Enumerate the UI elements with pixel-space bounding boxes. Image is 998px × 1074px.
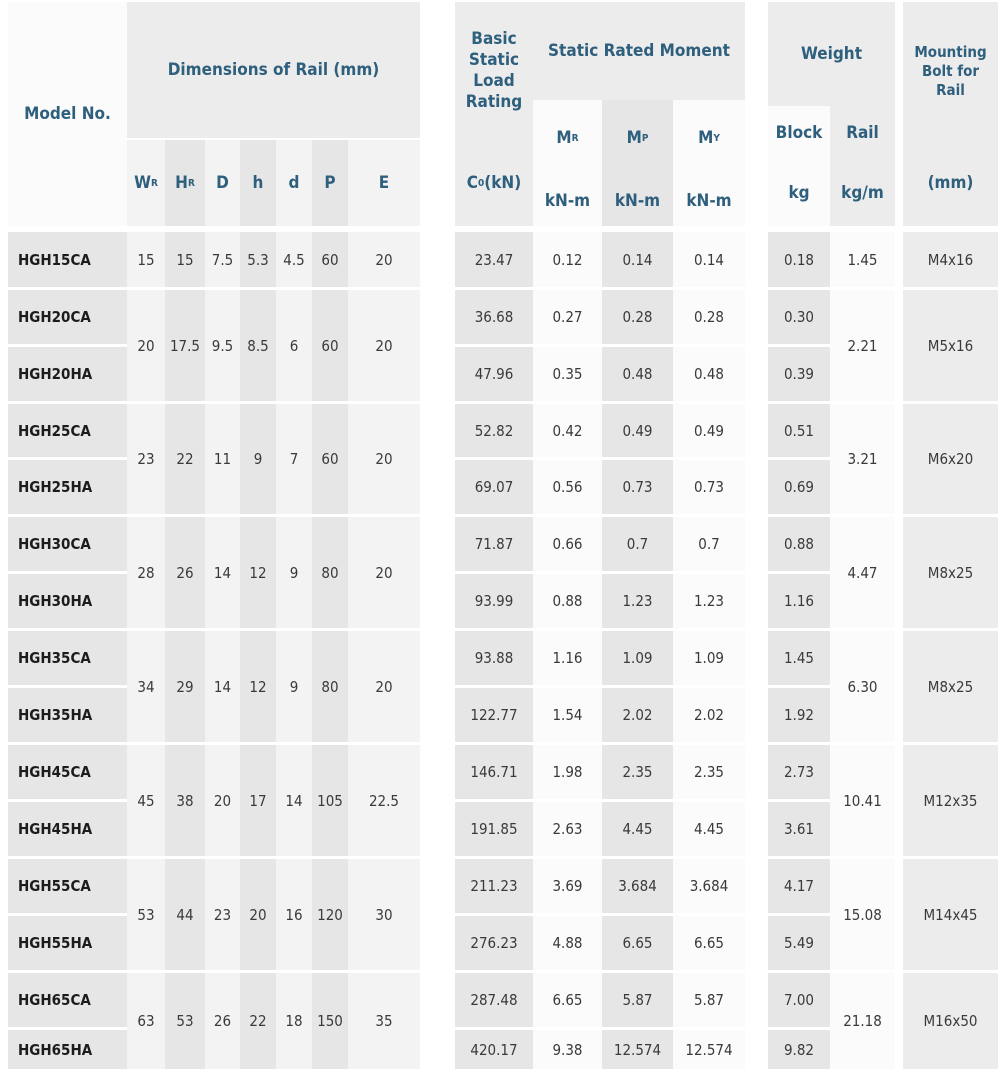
header-bolt-unit: (mm) [903,140,998,226]
dim-value: 12 [240,517,276,628]
header-mounting-bolt [903,2,998,140]
header-line: Bolt for [921,61,980,80]
mr-value: 9.38 [533,1030,602,1069]
dim-value: 4.5 [276,232,312,287]
mp-value: 0.73 [602,460,673,514]
model-no-cell: HGH35HA [8,688,127,742]
dim-value: 20 [127,290,165,401]
model-no-cell: HGH15CA [8,232,127,287]
symbol-subscript: 0 [478,177,485,189]
dim-value: 150 [312,973,348,1069]
symbol-subscript: R [150,177,158,189]
my-value: 1.23 [673,574,745,628]
header-line: Rail [936,80,965,99]
mr-value: 0.42 [533,404,602,457]
mr-value: 1.16 [533,631,602,685]
header-moment-unit-0: kN-m [533,176,602,226]
dim-value: 20 [348,631,420,742]
symbol-text: M [556,127,572,148]
my-value: 0.48 [673,347,745,401]
mp-value: 1.09 [602,631,673,685]
mp-value: 3.684 [602,859,673,913]
c0-value: 52.82 [455,404,533,457]
mp-value: 0.7 [602,517,673,571]
block-weight-value: 1.16 [768,574,830,628]
mr-value: 0.12 [533,232,602,287]
c0-value: 420.17 [455,1030,533,1069]
model-no-cell: HGH25HA [8,460,127,514]
mr-value: 0.66 [533,517,602,571]
block-weight-value: 0.69 [768,460,830,514]
dim-value: 6 [276,290,312,401]
block-weight-value: 0.30 [768,290,830,344]
header-moment-0 [533,100,602,176]
header-dim-1 [165,140,205,226]
dim-value: 60 [312,404,348,514]
c0-value: 23.47 [455,232,533,287]
mp-value: 0.49 [602,404,673,457]
model-no-cell: HGH65CA [8,973,127,1027]
bolt-value: M8x25 [903,631,998,742]
dim-value: 20 [348,517,420,628]
dim-value: 9.5 [205,290,240,401]
model-no-cell: HGH20HA [8,347,127,401]
dim-value: 44 [165,859,205,970]
header-static-rated-moment: Static Rated Moment [533,2,745,100]
c0-unit: (kN) [484,172,522,193]
dim-value: 22 [165,404,205,514]
block-weight-value: 4.17 [768,859,830,913]
dim-value: 9 [240,404,276,514]
symbol-text: H [175,172,188,193]
symbol-text: d [288,172,300,193]
rail-weight-value: 4.47 [830,517,895,628]
header-dimensions-of-rail: Dimensions of Rail (mm) [127,2,420,138]
header-moment-unit-2: kN-m [673,176,745,226]
symbol-text: M [626,127,642,148]
dim-value: 60 [312,232,348,287]
header-moment-unit-1: kN-m [602,176,673,226]
dim-value: 5.3 [240,232,276,287]
my-value: 2.35 [673,745,745,799]
model-no-cell: HGH45CA [8,745,127,799]
rail-weight-value: 2.21 [830,290,895,401]
c0-value: 93.88 [455,631,533,685]
dim-value: 14 [205,517,240,628]
symbol-subscript: P [641,132,649,144]
mp-value: 0.48 [602,347,673,401]
mp-value: 4.45 [602,802,673,856]
my-value: 12.574 [673,1030,745,1069]
dim-value: 16 [276,859,312,970]
mr-value: 0.56 [533,460,602,514]
bolt-value: M4x16 [903,232,998,287]
symbol-text: P [324,172,336,193]
symbol-subscript: R [571,132,579,144]
dim-value: 12 [240,631,276,742]
block-weight-value: 7.00 [768,973,830,1027]
header-block: Block [768,106,830,160]
dim-value: 14 [276,745,312,856]
header-line: Load [473,71,515,91]
dim-value: 60 [312,290,348,401]
header-dim-3 [240,140,276,226]
my-value: 4.45 [673,802,745,856]
my-value: 1.09 [673,631,745,685]
header-weight: Weight [768,2,895,106]
model-no-cell: HGH45HA [8,802,127,856]
header-rail: Rail [830,106,895,160]
block-weight-value: 0.88 [768,517,830,571]
symbol-subscript: Y [713,132,720,144]
header-model-no: Model No. [8,2,127,226]
model-no-cell: HGH55HA [8,916,127,970]
my-value: 2.02 [673,688,745,742]
block-weight-value: 1.92 [768,688,830,742]
symbol-text: E [378,172,390,193]
header-dim-4 [276,140,312,226]
dim-value: 14 [205,631,240,742]
dim-value: 63 [127,973,165,1069]
header-moment-1 [602,100,673,176]
block-weight-value: 9.82 [768,1030,830,1069]
model-no-cell: HGH30HA [8,574,127,628]
mr-value: 2.63 [533,802,602,856]
my-value: 0.28 [673,290,745,344]
c0-value: 211.23 [455,859,533,913]
rail-weight-value: 10.41 [830,745,895,856]
header-line: Static [468,50,520,70]
dim-value: 15 [127,232,165,287]
block-weight-value: 0.39 [768,347,830,401]
mp-value: 2.35 [602,745,673,799]
bolt-value: M8x25 [903,517,998,628]
bolt-value: M16x50 [903,973,998,1069]
symbol-subscript: R [187,177,195,189]
c0-value: 93.99 [455,574,533,628]
dim-value: 20 [240,859,276,970]
my-value: 0.7 [673,517,745,571]
dim-value: 15 [165,232,205,287]
mr-value: 4.88 [533,916,602,970]
block-weight-value: 1.45 [768,631,830,685]
block-weight-value: 0.18 [768,232,830,287]
model-no-cell: HGH65HA [8,1030,127,1069]
dim-value: 30 [348,859,420,970]
rail-weight-value: 6.30 [830,631,895,742]
my-value: 0.49 [673,404,745,457]
mp-value: 5.87 [602,973,673,1027]
mr-value: 3.69 [533,859,602,913]
dim-value: 20 [348,404,420,514]
c0-value: 146.71 [455,745,533,799]
mr-value: 1.54 [533,688,602,742]
mr-value: 1.98 [533,745,602,799]
mr-value: 6.65 [533,973,602,1027]
bolt-value: M5x16 [903,290,998,401]
my-value: 5.87 [673,973,745,1027]
dim-value: 80 [312,517,348,628]
block-weight-value: 3.61 [768,802,830,856]
rail-weight-value: 1.45 [830,232,895,287]
block-weight-value: 0.51 [768,404,830,457]
mr-value: 0.27 [533,290,602,344]
header-dim-2 [205,140,240,226]
dim-value: 29 [165,631,205,742]
header-c0 [455,140,533,226]
symbol-text: C [466,172,478,193]
dim-value: 11 [205,404,240,514]
c0-value: 191.85 [455,802,533,856]
header-dim-0 [127,140,165,226]
my-value: 3.684 [673,859,745,913]
c0-value: 69.07 [455,460,533,514]
dim-value: 22 [240,973,276,1069]
header-block-unit: kg [768,160,830,226]
mp-value: 1.23 [602,574,673,628]
my-value: 0.73 [673,460,745,514]
header-dim-5 [312,140,348,226]
dim-value: 28 [127,517,165,628]
symbol-text: D [216,172,229,193]
c0-value: 36.68 [455,290,533,344]
mp-value: 12.574 [602,1030,673,1069]
dim-value: 26 [165,517,205,628]
dim-value: 17.5 [165,290,205,401]
dim-value: 9 [276,517,312,628]
dim-value: 9 [276,631,312,742]
header-rail-unit: kg/m [830,160,895,226]
dim-value: 8.5 [240,290,276,401]
dim-value: 20 [348,232,420,287]
dim-value: 26 [205,973,240,1069]
dim-value: 23 [127,404,165,514]
c0-value: 71.87 [455,517,533,571]
c0-value: 122.77 [455,688,533,742]
header-basic-static-load-rating [455,2,533,140]
block-weight-value: 5.49 [768,916,830,970]
symbol-text: W [134,172,151,193]
dim-value: 17 [240,745,276,856]
mp-value: 6.65 [602,916,673,970]
model-no-cell: HGH25CA [8,404,127,457]
dim-value: 18 [276,973,312,1069]
model-no-cell: HGH20CA [8,290,127,344]
symbol-text: M [698,127,714,148]
header-line: Basic [471,29,517,49]
rail-weight-value: 15.08 [830,859,895,970]
mr-value: 0.35 [533,347,602,401]
bolt-value: M14x45 [903,859,998,970]
header-moment-2 [673,100,745,176]
mr-value: 0.88 [533,574,602,628]
rail-weight-value: 21.18 [830,973,895,1069]
dim-value: 53 [127,859,165,970]
model-no-cell: HGH35CA [8,631,127,685]
my-value: 0.14 [673,232,745,287]
header-dim-6 [348,140,420,226]
dim-value: 34 [127,631,165,742]
dim-value: 7.5 [205,232,240,287]
dim-value: 45 [127,745,165,856]
dim-value: 23 [205,859,240,970]
c0-value: 287.48 [455,973,533,1027]
rail-weight-value: 3.21 [830,404,895,514]
block-weight-value: 2.73 [768,745,830,799]
bolt-value: M6x20 [903,404,998,514]
dim-value: 20 [205,745,240,856]
dim-value: 80 [312,631,348,742]
symbol-text: h [252,172,264,193]
dim-value: 53 [165,973,205,1069]
c0-value: 276.23 [455,916,533,970]
dim-value: 105 [312,745,348,856]
header-line: Mounting [914,42,987,61]
dim-value: 35 [348,973,420,1069]
dim-value: 22.5 [348,745,420,856]
mp-value: 2.02 [602,688,673,742]
dim-value: 7 [276,404,312,514]
c0-value: 47.96 [455,347,533,401]
dim-value: 38 [165,745,205,856]
dim-value: 120 [312,859,348,970]
header-line: Rating [465,92,523,112]
model-no-cell: HGH55CA [8,859,127,913]
model-no-cell: HGH30CA [8,517,127,571]
bolt-value: M12x35 [903,745,998,856]
my-value: 6.65 [673,916,745,970]
mp-value: 0.28 [602,290,673,344]
mp-value: 0.14 [602,232,673,287]
dim-value: 20 [348,290,420,401]
